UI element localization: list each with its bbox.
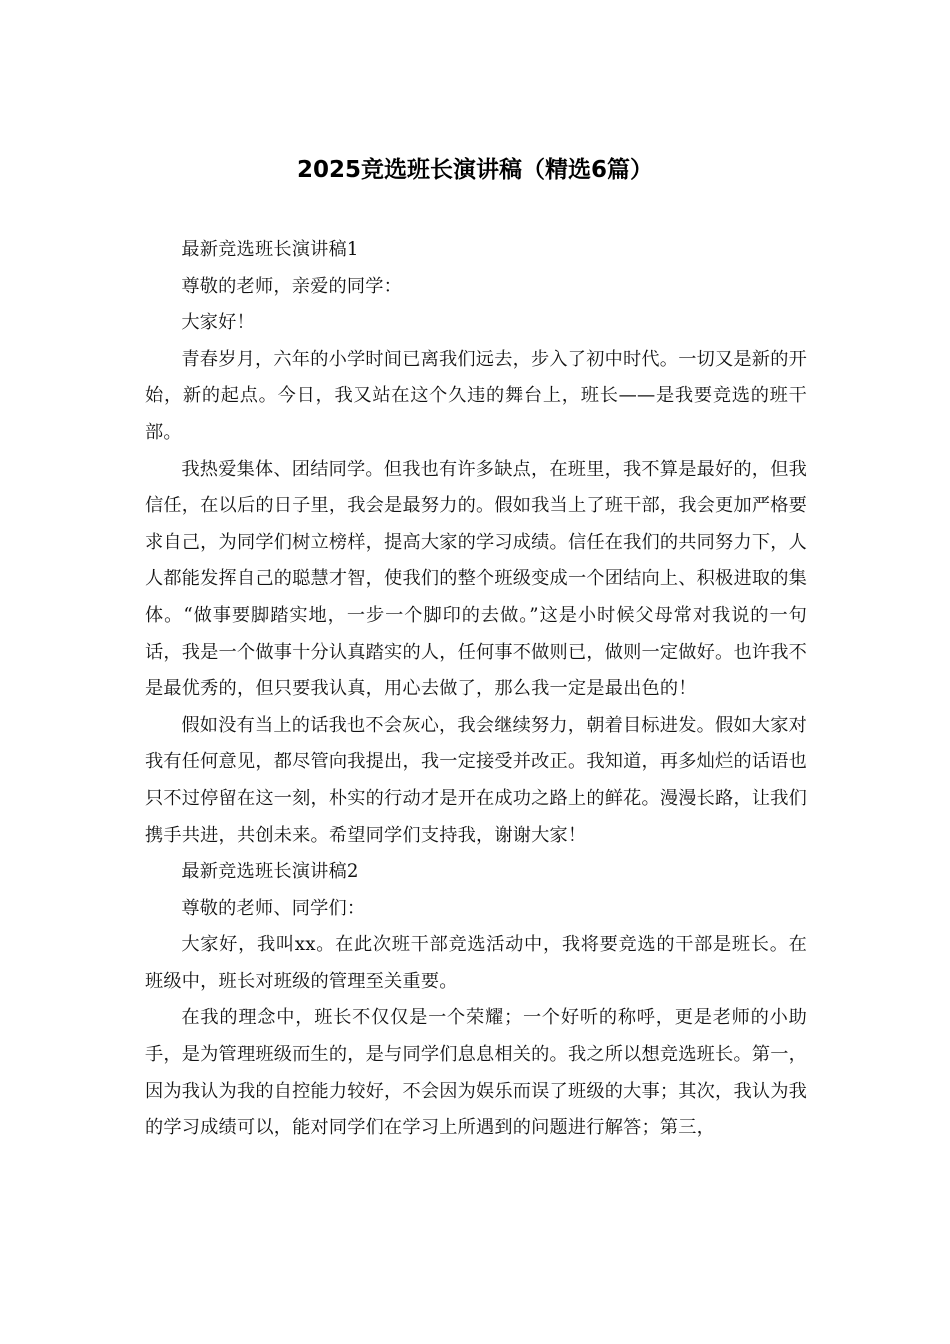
body-paragraph: 青春岁月，六年的小学时间已离我们远去，步入了初中时代。一切又是新的开始，新的起点。今日，我又站在这个久违的舞台上，班长——是我要竞选的班干部。: [145, 348, 807, 443]
salutation: 尊敬的老师，亲爱的同学：: [181, 275, 403, 297]
document-body: [145, 232, 807, 1147]
document-title: 2025竞选班长演讲稿（精选6篇）: [296, 157, 654, 183]
body-paragraph: 假如没有当上的话我也不会灰心，我会继续努力，朝着目标进发。假如大家对我有任何意见，都尽管向我提出，我一定接受并改正。我知道，再多灿烂的话语也只不过停留在这一刻，朴实的行动才是开在成功之路上的鲜花。漫漫长路，让我们携手共进，共创未来。希望同学们支持我，谢谢大家！: [145, 714, 807, 846]
body-paragraph: 我热爱集体、团结同学。但我也有许多缺点，在班里，我不算是最好的，但我信任，在以后的日子里，我会是最努力的。假如我当上了班干部，我会更加严格要求自己，为同学们树立榜样，提高大家的学习成绩。信任在我们的共同努力下，人人都能发挥自己的聪慧才智，使我们的整个班级变成一个团结向上、积极进取的集体。“做事要脚踏实地，一步一个脚印的去做。”这是小时候父母常对我说的一句话，我是一个做事十分认真踏实的人，任何事不做则已，做则一定做好。也许我不是最优秀的，但只要我认真，用心去做了，那么我一定是最出色的！: [145, 458, 807, 700]
body-paragraph: 大家好，我叫xx。在此次班干部竞选活动中，我将要竞选的干部是班长。在班级中，班长对班级的管理至关重要。: [145, 934, 807, 992]
salutation: 尊敬的老师、同学们：: [181, 897, 366, 919]
section-heading: 最新竞选班长演讲稿2: [181, 861, 359, 883]
section-heading: 最新竞选班长演讲稿1: [181, 239, 359, 260]
greeting: 大家好！: [181, 312, 255, 334]
body-paragraph: 在我的理念中，班长不仅仅是一个荣耀；一个好听的称呼，更是老师的小助手，是为管理班级而生的，是与同学们息息相关的。我之所以想竞选班长。第一，因为我认为我的自控能力较好，不会因为娱乐而误了班级的大事；其次，我认为我的学习成绩可以，能对同学们在学习上所遇到的问题进行解答；第三，: [145, 1007, 807, 1139]
